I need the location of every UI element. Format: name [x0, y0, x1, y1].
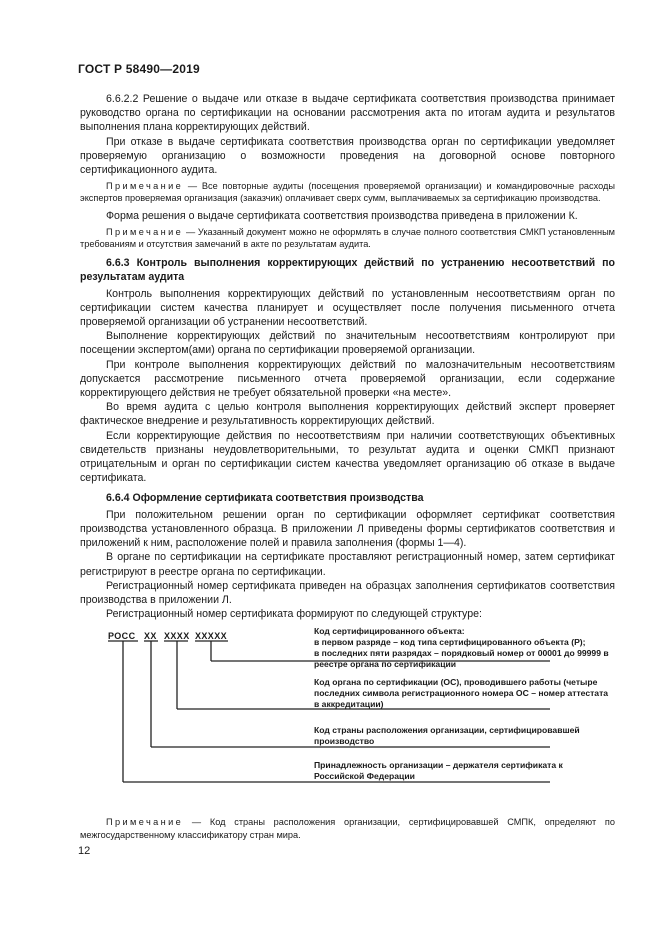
code-part-country: XX: [144, 631, 157, 642]
label-line: в последних пяти разрядах – порядковый номер от 00001 до 99999 в реестре органа по сертификации: [314, 648, 609, 670]
paragraph: Регистрационный номер сертификата приведен на образцах заполнения сертификатов соответствия производства в приложении Л.: [80, 579, 615, 606]
paragraph-6-6-2-2: 6.6.2.2 Решение о выдаче или отказе в выдаче сертификата соответствия производства принимает руководство органа по сертификации на основании рассмотрения акта по итогам аудита и результатов выполнения плана корректирующих действий.: [80, 93, 615, 134]
page-number: 12: [78, 845, 91, 857]
label-russian-federation: Принадлежность организации – держателя сертификата к Российской Федерации: [314, 760, 563, 782]
code-part-ross: РОСС: [108, 631, 136, 642]
paragraph: При положительном решении орган по сертификации оформляет сертификат соответствия производства установленного образца. В приложении Л приведены формы сертификатов соответствия и приложений к ним, расположение полей и правила заполнения (формы 1—4).: [80, 508, 615, 550]
paragraph: В органе по сертификации на сертификате проставляют регистрационный номер, затем сертификат регистрируют в реестре органа по сертификации.: [80, 551, 615, 578]
note-text: — Указанный документ можно не оформлять в случае полного соответствия СМКП установленным требованиям и отсутствия замечаний в акте по результатам аудита.: [80, 226, 615, 250]
section-heading-6-6-3: 6.6.3 Контроль выполнения корректирующих действий по устранению несоответствий по результатам аудита: [80, 257, 615, 284]
note: [80, 816, 615, 840]
paragraph: Если корректирующие действия по несоответствиям при наличии соответствующих объективных свидетельств признаны неудовлетворительными, то результат аудита и оценки СМКП признают отрицательным и орган по сертификации систем качества уведомляет организацию об отказе в выдаче сертификата.: [80, 429, 615, 485]
paragraph: Форма решения о выдаче сертификата соответствия производства приведена в приложении К.: [106, 209, 578, 222]
paragraph: Выполнение корректирующих действий по значительным несоответствиям контролируют при посещении экспертом(ами) органа по сертификации проверяемой организации.: [80, 330, 615, 357]
note: [80, 180, 615, 204]
note-label: Примечание: [106, 817, 184, 828]
label-certification-body-code: Код органа по сертификации (ОС), проводившего работы (четыре последних символа регистрационного номера ОС – номер аттестата в аккредитации): [314, 677, 609, 710]
note-text: — Код страны расположения организации, сертифицировавшей СМПК, определяют по межгосударственному классификатору стран мира.: [80, 817, 615, 840]
paragraph: Регистрационный номер сертификата формируют по следующей структуре:: [106, 608, 482, 621]
paragraph: При отказе в выдаче сертификата соответствия производства орган по сертификации уведомляет проверяемую организацию о возможности проведения на договорной основе повторного сертификационного аудита.: [80, 135, 615, 177]
registration-number-diagram: [80, 627, 615, 802]
note: [80, 226, 615, 250]
section-heading-6-6-4: 6.6.4 Оформление сертификата соответствия производства: [106, 492, 424, 505]
code-part-body: XXXX: [164, 631, 190, 642]
code-part-object: XXXXX: [195, 631, 228, 642]
note-label: Примечание: [106, 181, 184, 192]
note-label: Примечание: [106, 226, 184, 237]
note-text: — Все повторные аудиты (посещения проверяемой организации) и командировочные расходы экспертов проверяемая организация (заказчик) оплачивает сверх сумм, выплачиваемых за сертификацию производства.: [80, 181, 615, 204]
paragraph: Контроль выполнения корректирующих действий по установленным несоответствиям орган по сертификации систем качества планирует и осуществляет после получения письменного отчета проверяемой организации об устранении несоответствий.: [80, 287, 615, 329]
label-line: в первом разряде – код типа сертифицированного объекта (Р);: [314, 637, 586, 648]
document-header: ГОСТ Р 58490—2019: [78, 62, 200, 76]
label-certified-object-code: [314, 626, 614, 670]
document-body: [80, 92, 615, 845]
label-country-code: Код страны расположения организации, сертифицировавшей производство: [314, 725, 580, 747]
label-line: Код сертифицированного объекта:: [314, 626, 465, 637]
paragraph: При контроле выполнения корректирующих действий по малозначительным несоответствиям допускается рассмотрение письменного отчета проверяемой организации, если содержание корректирующего действия не требует обязательной проверки «на месте».: [80, 358, 615, 400]
registration-number-pattern: [108, 629, 227, 643]
paragraph: Во время аудита с целью контроля выполнения корректирующих действий эксперт проверяет фактическое внедрение и результативность корректирующих действий.: [80, 401, 615, 428]
